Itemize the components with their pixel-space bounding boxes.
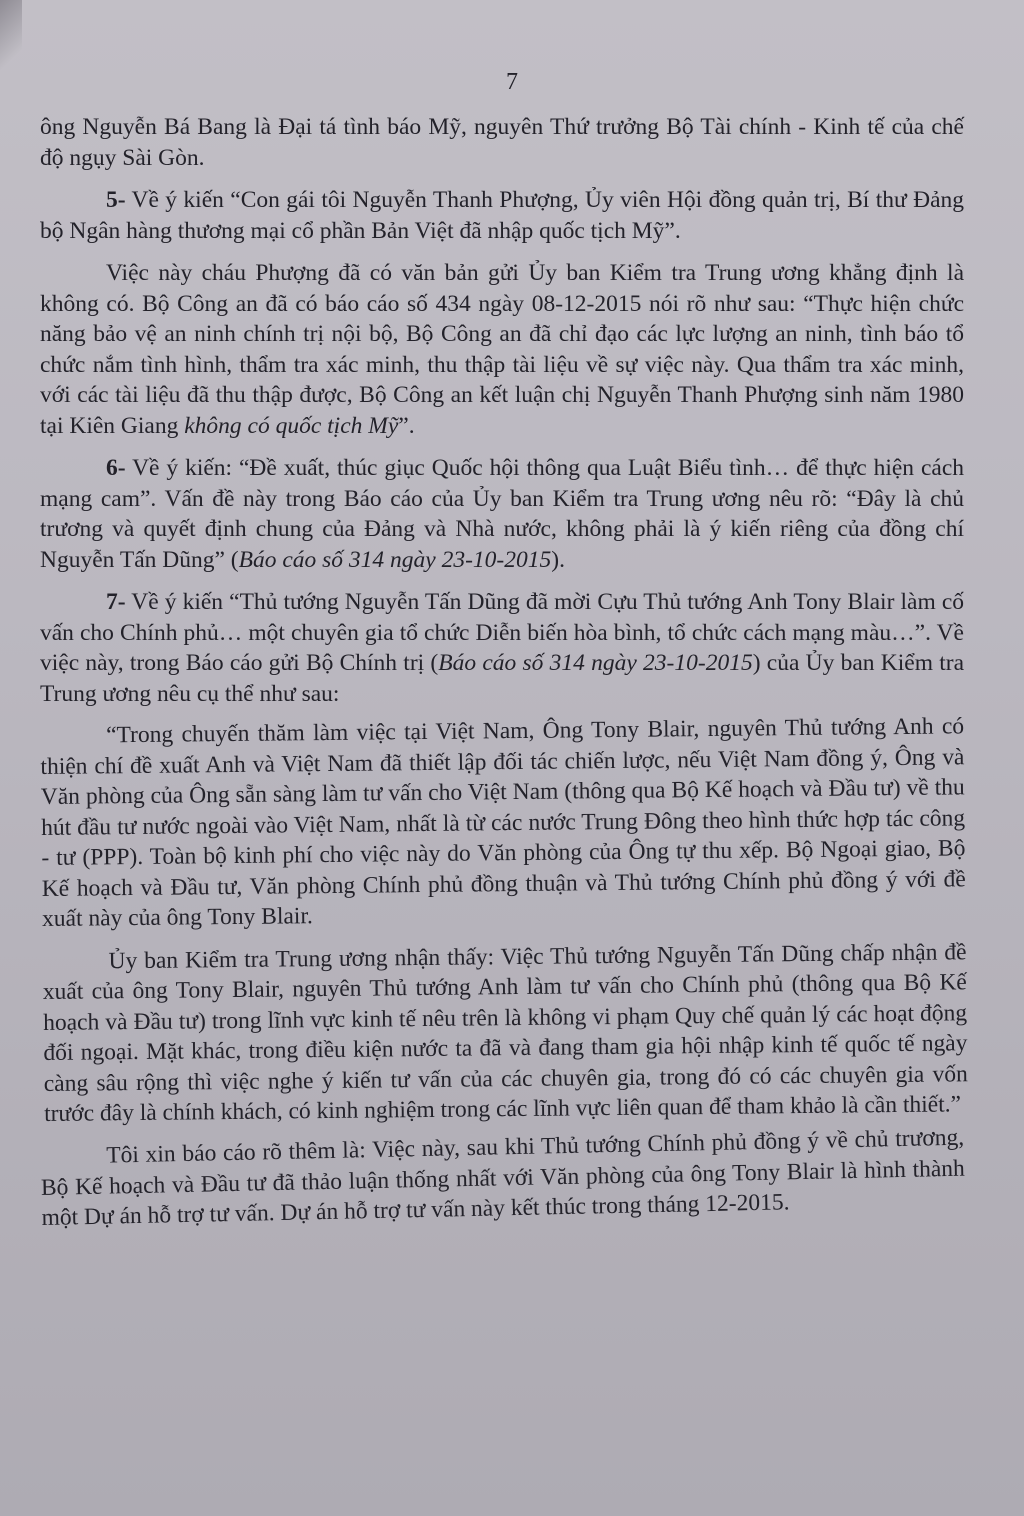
item-number-7: 7- — [106, 589, 126, 615]
item-6-text-a: Về ý kiến: “Đề xuất, thúc giục Quốc hội thông qua Luật Biểu tình… để thực hiện cách mạng cam”. Vấn đề này trong Báo cáo của Ủy ban Kiểm tra Trung ương nêu rõ: “Đây là chủ trương và quyết định chung của Đảng và Nhà nước, không phải là ý kiến riêng của đồng chí Nguyễn Tấn Dũng” ( — [40, 455, 964, 573]
quoted-paragraph-2: Ủy ban Kiểm tra Trung ương nhận thấy: Việc Thủ tướng Nguyễn Tấn Dũng chấp nhận đề xuất của ông Tony Blair, nguyên Thủ tướng Anh làm tư vấn cho Chính phủ (thông qua Bộ Kế hoạch và Đầu tư) trong lĩnh vực kinh tế nêu trên là không vi phạm Quy chế quản lý các hoạt động đối ngoại. Mặt khác, trong điều kiện nước ta đã và đang tham gia hội nhập kinh tế quốc tế ngày càng sâu rộng thì việc nghe ý kiến tư vấn của các chuyên gia, trong đó có các chuyên gia vốn trước đây là chính khách, có kinh nghiệm trong các lĩnh vực liên quan để tham khảo là cần thiết.” — [42, 938, 968, 1127]
item-7-citation: Báo cáo số 314 ngày 23-10-2015 — [438, 650, 753, 676]
paragraph-item-7 — [40, 587, 964, 709]
paragraph-continuation: ông Nguyễn Bá Bang là Đại tá tình báo Mỹ, nguyên Thứ trưởng Bộ Tài chính - Kinh tế của chế độ ngụy Sài Gòn. — [40, 114, 964, 171]
item-number-5: 5- — [106, 187, 126, 213]
quoted-report-block — [40, 711, 968, 1129]
quoted-paragraph-1: “Trong chuyến thăm làm việc tại Việt Nam, Ông Tony Blair, nguyên Thủ tướng Anh có thiện chí đề xuất Anh và Việt Nam đã thiết lập đối tác chiến lược, nếu Việt Nam đồng ý, Ông và Văn phòng của Ông sẵn sàng làm tư vấn cho Việt Nam (thông qua Bộ Kế hoạch và Đầu tư) về thu hút đầu tư nước ngoài vào Việt Nam, nhất là từ các nước Trung Đông theo hình thức hợp tác công - tư (PPP). Toàn bộ kinh phí cho việc này do Văn phòng của Ông tự thu xếp. Bộ Ngoại giao, Bộ Kế hoạch và Đầu tư, Văn phòng Chính phủ đồng thuận và Thủ tướng Chính phủ đồng ý với đề xuất này của ông Tony Blair. — [40, 713, 966, 932]
item-6-text-c: ). — [551, 546, 565, 573]
response-text-c: ”. — [398, 412, 415, 439]
response-text-a: Việc này cháu Phượng đã có văn bản gửi Ủy ban Kiểm tra Trung ương khẳng định là không có. Bộ Công an đã có báo cáo số 434 ngày 08-12-2015 nói rõ như sau: “Thực hiện chức năng bảo vệ an ninh chính trị nội bộ, Bộ Công an đã chỉ đạo các lực lượng an ninh, tình báo tổ chức nắm tình hình, thẩm tra xác minh, thu thập tài liệu về sự việc này. Qua thẩm tra xác minh, với các tài liệu đã thu thập được, Bộ Công an kết luận chị Nguyễn Thanh Phượng sinh năm 1980 tại Kiên Giang — [40, 260, 964, 439]
page-number: 7 — [506, 69, 518, 95]
item-7-text-a: Về ý kiến “Thủ tướng Nguyễn Tấn Dũng đã mời Cựu Thủ tướng Anh Tony Blair làm cố vấn cho Chính phủ… một chuyên gia tổ chức Diễn biến hòa bình, tổ chức cách mạng màu…”. Về việc này, trong Báo cáo gửi Bộ Chính trị ( — [40, 589, 964, 676]
response-text-italic: không có quốc tịch Mỹ — [184, 412, 399, 439]
item-5-text: Về ý kiến “Con gái tôi Nguyễn Thanh Phượng, Ủy viên Hội đồng quản trị, Bí thư Đảng bộ Ngân hàng thương mại cổ phần Bản Việt đã nhập quốc tịch Mỹ”. — [40, 187, 964, 244]
item-7-text-c: ) của Ủy ban Kiểm tra Trung ương nêu cụ thể như sau: — [40, 650, 964, 707]
closing-paragraph: Tôi xin báo cáo rõ thêm là: Việc này, sau khi Thủ tướng Chính phủ đồng ý về chủ trương, Bộ Kế hoạch và Đầu tư đã thảo luận thống nhất với Văn phòng của ông Tony Blair là hình thành một Dự án hỗ trợ tư vấn. Dự án hỗ trợ tư vấn này kết thúc trong tháng 12-2015. — [40, 1124, 966, 1231]
document-body — [40, 112, 968, 1240]
paragraph-item-6 — [40, 453, 964, 575]
closing-block — [40, 1122, 966, 1233]
paragraph-item-5-response — [40, 258, 964, 441]
item-number-6: 6- — [106, 455, 126, 481]
item-6-citation: Báo cáo số 314 ngày 23-10-2015 — [238, 546, 552, 573]
paragraph-item-5 — [40, 185, 964, 246]
